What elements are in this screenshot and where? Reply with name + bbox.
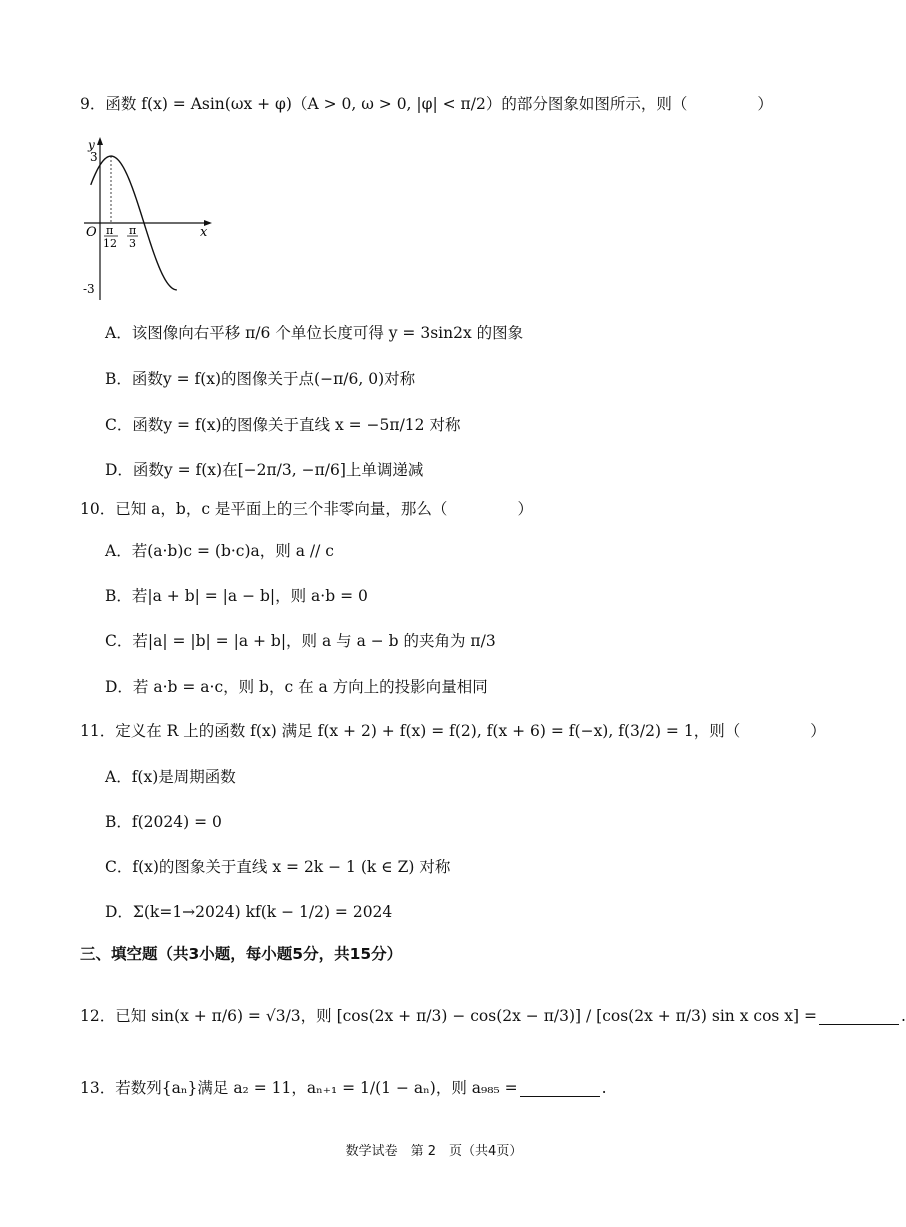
q10-option-d: D．若 a·b = a·c，则 b，c 在 a 方向上的投影向量相同	[105, 678, 488, 696]
graph-x-label: x	[200, 225, 208, 240]
q9-option-b: B．函数y = f(x)的图像关于点(−π/6, 0)对称	[105, 370, 416, 388]
q12-answer-blank[interactable]	[819, 1010, 899, 1025]
q10-stem	[80, 498, 533, 520]
q11-option-d: D．Σ(k=1→2024) kf(k − 1/2) = 2024	[105, 903, 393, 921]
graph-y-label: y	[88, 138, 95, 152]
q11-stem	[80, 720, 826, 742]
graph-tick2-den: 3	[129, 237, 136, 250]
graph-tick2-num: π	[129, 224, 137, 237]
q11-option-b: B．f(2024) = 0	[105, 813, 222, 831]
q12-text: 12．已知 sin(x + π/6) = √3/3，则 [cos(2x + π/3) − cos(2x − π/3)] / [cos(2x + π/3) sin x cos x] =	[80, 1007, 817, 1025]
q9-sine-graph	[78, 135, 218, 305]
q13-text: 13．若数列{aₙ}满足 a₂ = 11，aₙ₊₁ = 1/(1 − aₙ)，则 a₉₈₅ =	[80, 1079, 518, 1097]
q13-answer-blank[interactable]	[520, 1082, 600, 1097]
q10-option-a: A．若(a·b)c = (b·c)a，则 a // c	[105, 542, 334, 560]
q12-stem	[80, 1005, 906, 1027]
q13-stem	[80, 1077, 607, 1099]
q11-option-a: A．f(x)是周期函数	[105, 768, 236, 786]
q10-text: 10．已知 a，b，c 是平面上的三个非零向量，那么（	[80, 500, 448, 518]
section-fill-in-title: 三、填空题（共3小题，每小题5分，共15分）	[80, 945, 403, 963]
graph-y-max-label: 3	[90, 150, 98, 164]
graph-tick1-den: 12	[103, 237, 117, 250]
q9-close-paren: ）	[757, 95, 773, 113]
q9-text: 9．函数 f(x) = Asin(ωx + φ)（A > 0, ω > 0, |φ| < π/2）的部分图象如图所示，则（	[80, 95, 688, 113]
q10-close-paren: ）	[517, 500, 533, 518]
graph-origin-label: O	[86, 225, 97, 240]
q11-close-paren: ）	[810, 722, 826, 740]
graph-y-arrow-icon	[97, 137, 103, 145]
q9-stem	[80, 93, 773, 115]
q9-option-a: A．该图像向右平移 π/6 个单位长度可得 y = 3sin2x 的图象	[105, 324, 524, 342]
q11-text: 11．定义在 R 上的函数 f(x) 满足 f(x + 2) + f(x) = f(2), f(x + 6) = f(−x), f(3/2) = 1，则（	[80, 722, 741, 740]
q10-option-b: B．若|a + b| = |a − b|，则 a·b = 0	[105, 587, 368, 605]
page-footer: 数学试卷 第 2 页（共4页）	[345, 1144, 523, 1159]
q12-end: .	[901, 1007, 906, 1025]
q9-option-c: C．函数y = f(x)的图像关于直线 x = −5π/12 对称	[105, 416, 461, 434]
graph-tick1-num: π	[106, 224, 114, 237]
q10-option-c: C．若|a| = |b| = |a + b|，则 a 与 a − b 的夹角为 π/3	[105, 632, 496, 650]
graph-y-min-label: -3	[83, 282, 95, 296]
q9-option-d: D．函数y = f(x)在[−2π/3, −π/6]上单调递减	[105, 461, 424, 479]
q11-option-c: C．f(x)的图象关于直线 x = 2k − 1 (k ∈ Z) 对称	[105, 858, 451, 876]
q13-end: .	[601, 1079, 607, 1097]
